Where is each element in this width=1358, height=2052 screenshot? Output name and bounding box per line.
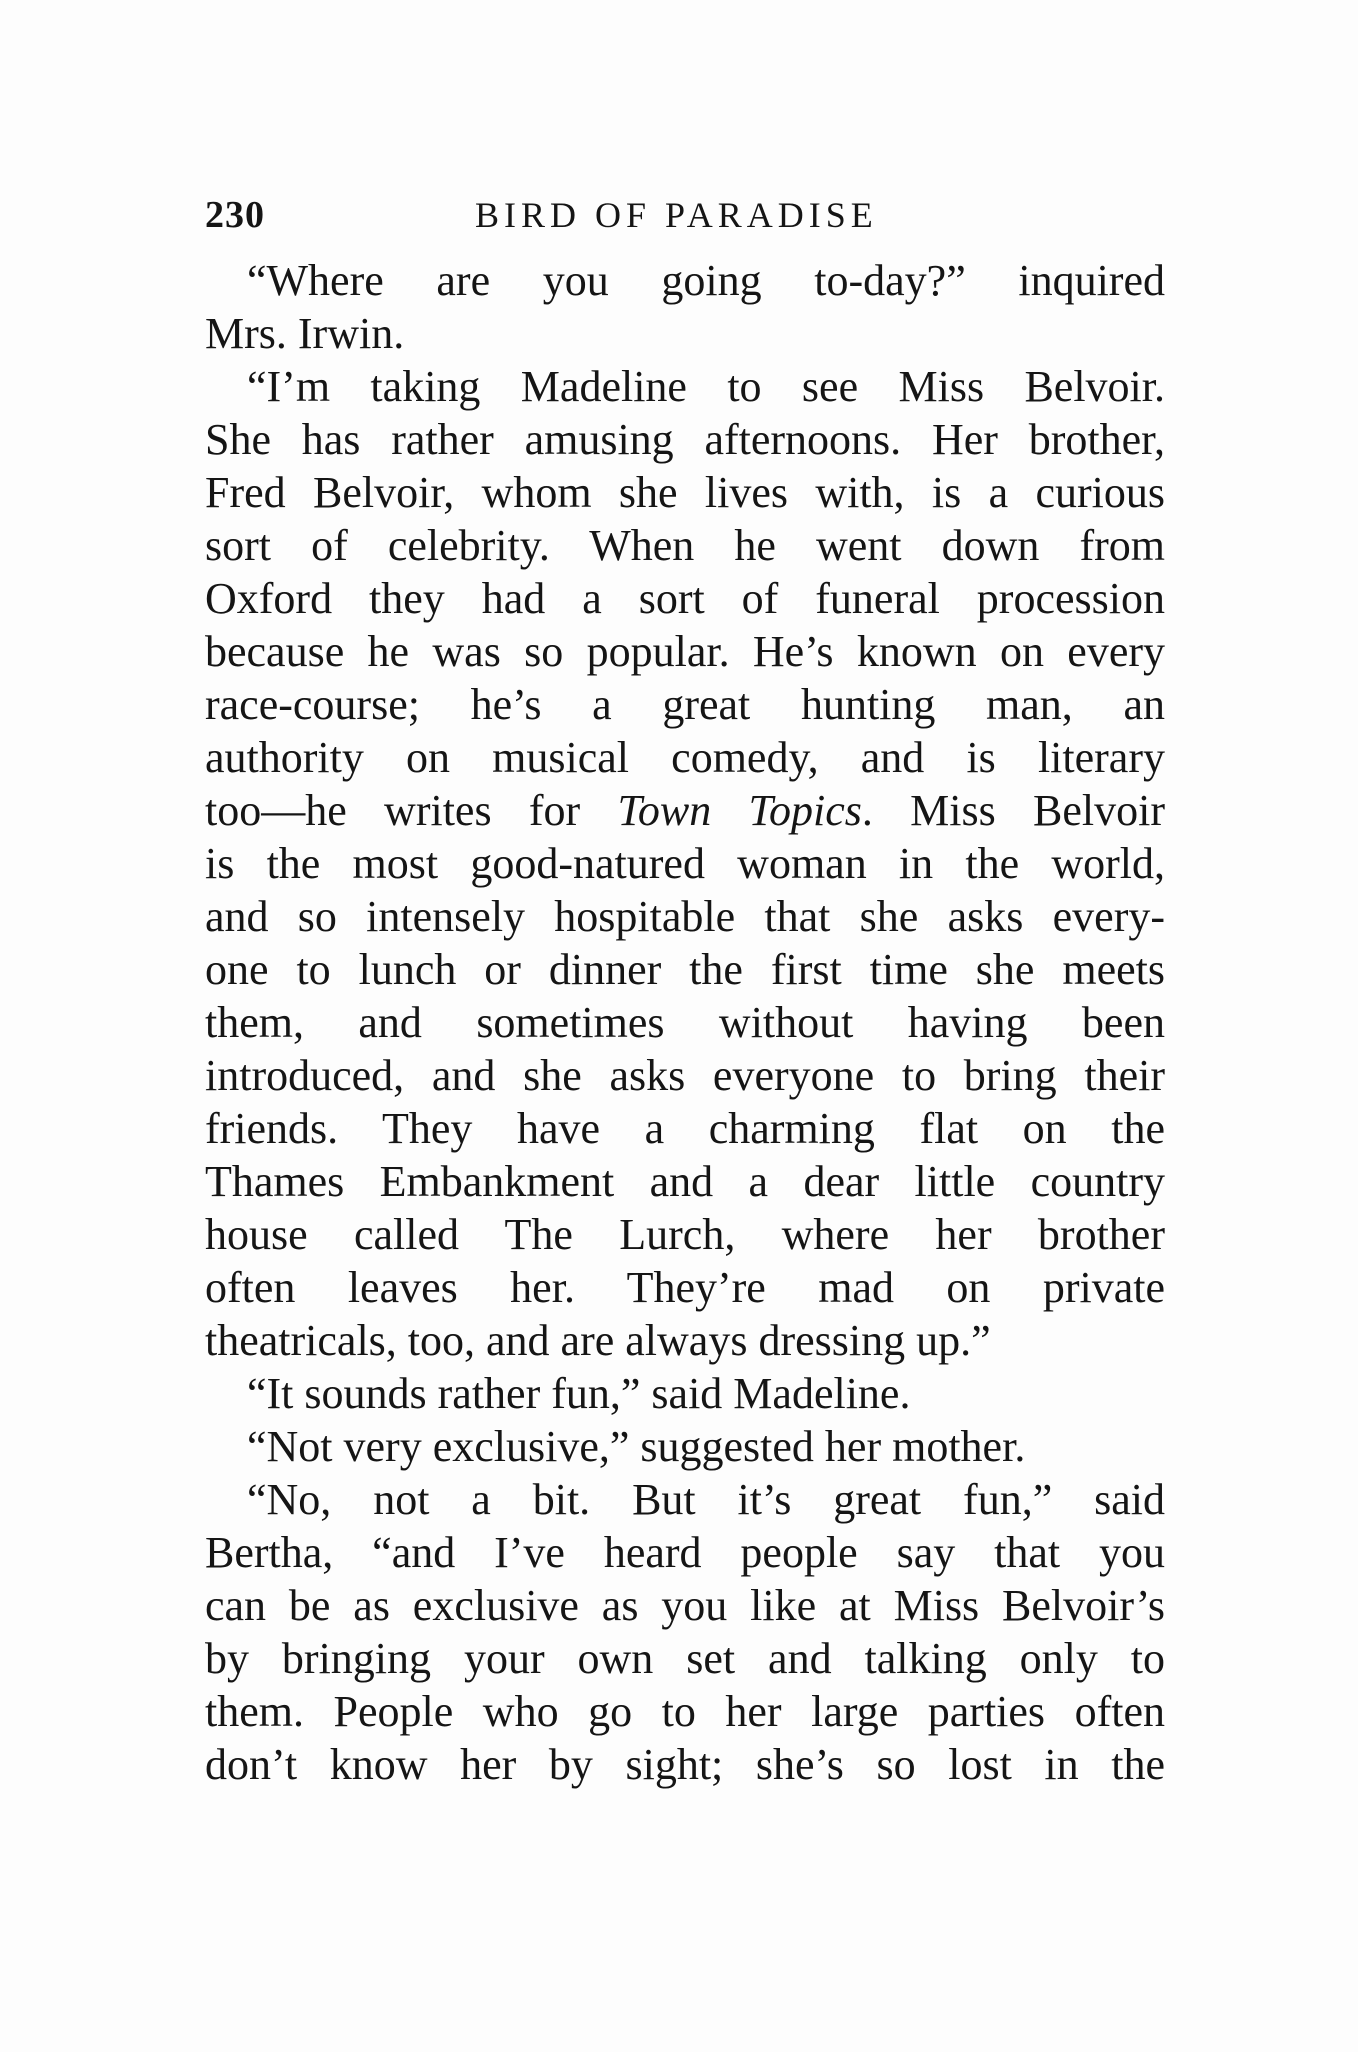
line-text: race-course; he’s a great hunting man, an	[205, 680, 1165, 729]
text-line	[205, 1685, 1165, 1738]
line-text: them. People who go to her large parties often	[205, 1687, 1165, 1736]
text-line	[205, 996, 1165, 1049]
line-text: often leaves her. They’re mad on private	[205, 1263, 1165, 1312]
text-line	[205, 1632, 1165, 1685]
text-line	[205, 1208, 1165, 1261]
line-text: . Miss Belvoir	[861, 786, 1166, 835]
line-text: by bringing your own set and talking only to	[205, 1634, 1165, 1683]
text-line	[205, 413, 1165, 466]
line-text: She has rather amusing afternoons. Her brother,	[205, 415, 1165, 464]
line-text: don’t know her by sight; she’s so lost in the	[205, 1740, 1165, 1789]
text-line	[205, 625, 1165, 678]
text-line	[205, 1367, 1165, 1420]
line-text: them, and sometimes without having been	[205, 998, 1165, 1047]
line-text: Fred Belvoir, whom she lives with, is a curious	[205, 468, 1165, 517]
line-text: too—he writes for	[205, 786, 618, 835]
line-text: authority on musical comedy, and is literary	[205, 733, 1165, 782]
line-text: Mrs. Irwin.	[205, 309, 405, 358]
book-title: BIRD OF PARADISE	[475, 195, 878, 235]
text-line	[205, 1473, 1165, 1526]
text-line	[205, 890, 1165, 943]
text-line	[205, 254, 1165, 307]
line-text: introduced, and she asks everyone to bring their	[205, 1051, 1165, 1100]
text-line	[205, 731, 1165, 784]
text-line	[205, 1579, 1165, 1632]
line-text: because he was so popular. He’s known on every	[205, 627, 1165, 676]
text-line	[205, 307, 1165, 360]
text-line	[205, 1314, 1165, 1367]
body-text	[205, 254, 1165, 1791]
text-line	[205, 1420, 1165, 1473]
text-line	[205, 1102, 1165, 1155]
line-text: sort of celebrity. When he went down from	[205, 521, 1165, 570]
italic-title-text: Town Topics	[617, 786, 862, 835]
text-line	[205, 1738, 1165, 1791]
line-text: house called The Lurch, where her brother	[205, 1210, 1165, 1259]
line-text: “Not very exclusive,” suggested her mother.	[247, 1422, 1026, 1471]
line-text: Oxford they had a sort of funeral procession	[205, 574, 1165, 623]
text-line	[205, 519, 1165, 572]
line-text: is the most good-natured woman in the world,	[205, 839, 1165, 888]
text-line	[205, 466, 1165, 519]
line-text: “Where are you going to-day?” inquired	[247, 256, 1165, 305]
line-text: “No, not a bit. But it’s great fun,” said	[247, 1475, 1165, 1524]
line-text: one to lunch or dinner the first time she meets	[205, 945, 1165, 994]
text-line	[205, 1049, 1165, 1102]
line-text: Bertha, “and I’ve heard people say that you	[205, 1528, 1165, 1577]
line-text: and so intensely hospitable that she asks every-	[205, 892, 1165, 941]
text-line	[205, 943, 1165, 996]
text-line	[205, 360, 1165, 413]
text-line	[205, 1261, 1165, 1314]
line-text: can be as exclusive as you like at Miss Belvoir’s	[205, 1581, 1165, 1630]
text-line	[205, 784, 1165, 837]
text-line	[205, 572, 1165, 625]
text-line	[205, 1526, 1165, 1579]
line-text: Thames Embankment and a dear little country	[205, 1157, 1165, 1206]
running-head	[205, 190, 1165, 240]
text-line	[205, 837, 1165, 890]
text-line	[205, 1155, 1165, 1208]
page-number: 230	[205, 194, 265, 236]
line-text: friends. They have a charming flat on the	[205, 1104, 1165, 1153]
text-line	[205, 678, 1165, 731]
line-text: “I’m taking Madeline to see Miss Belvoir.	[247, 362, 1165, 411]
line-text: “It sounds rather fun,” said Madeline.	[247, 1369, 911, 1418]
line-text: theatricals, too, and are always dressing up.”	[205, 1316, 991, 1365]
